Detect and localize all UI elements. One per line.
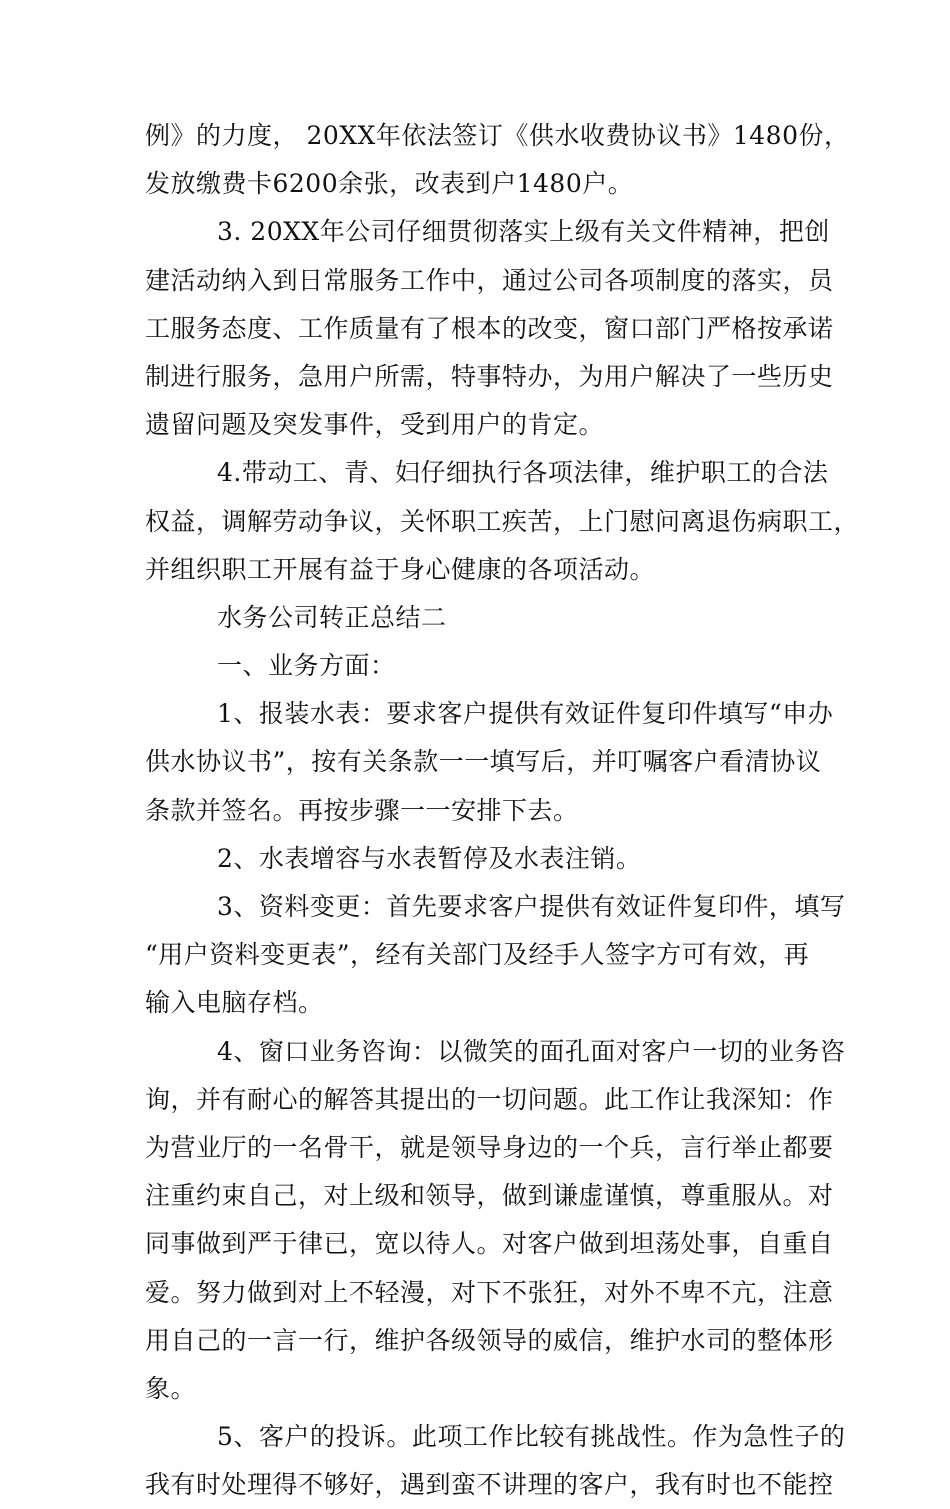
text-line: 4.带动工、青、妇仔细执行各项法律，维护职工的合法 bbox=[217, 458, 829, 488]
text-line: 象。 bbox=[145, 1373, 197, 1403]
text-line: 2、水表增容与水表暂停及水表注销。 bbox=[217, 843, 642, 873]
text-line: 遗留问题及突发事件，受到用户的肯定。 bbox=[145, 410, 605, 440]
text-line: 水务公司转正总结二 bbox=[217, 602, 447, 632]
text-line: 工服务态度、工作质量有了根本的改变，窗口部门严格按承诺 bbox=[145, 313, 834, 343]
text-line: 询，并有耐心的解答其提出的一切问题。此工作让我深知：作 bbox=[145, 1084, 834, 1114]
text-line: 条款并签名。再按步骤一一安排下去。 bbox=[145, 795, 579, 825]
text-line: 制进行服务，急用户所需，特事特办，为用户解决了一些历史 bbox=[145, 361, 834, 391]
text-line: 一、业务方面： bbox=[217, 651, 396, 681]
text-line: 3、资料变更：首先要求客户提供有效证件复印件，填写 bbox=[217, 892, 846, 921]
text-line: 同事做到严于律已，宽以待人。对客户做到坦荡处事，自重自 bbox=[145, 1229, 834, 1259]
text-line: 4、窗口业务咨询：以微笑的面孔面对客户一切的业务咨 bbox=[217, 1036, 846, 1066]
text-line: “用户资料变更表”，经有关部门及经手人签字方可有效，再 bbox=[145, 940, 810, 970]
text-line: 5、客户的投诉。此项工作比较有挑战性。作为急性子的 bbox=[217, 1422, 846, 1452]
text-line: 例》的力度， 20XX年依法签订《供水收费协议书》1480份， bbox=[145, 121, 850, 150]
text-line: 我有时处理得不够好，遇到蛮不讲理的客户，我有时也不能控 bbox=[145, 1470, 834, 1500]
text-line: 建活动纳入到日常服务工作中，通过公司各项制度的落实，员 bbox=[145, 265, 834, 295]
text-line: 爱。努力做到对上不轻漫，对下不张狂，对外不卑不亢，注意 bbox=[145, 1277, 834, 1307]
text-line: 1、报装水表：要求客户提供有效证件复印件填写“申办 bbox=[217, 699, 834, 729]
text-line: 3. 20XX年公司仔细贯彻落实上级有关文件精神，把创 bbox=[217, 217, 830, 247]
text-line: 权益，调解劳动争议，关怀职工疾苦，上门慰问离退伤病职工， bbox=[145, 506, 860, 536]
text-line: 输入电脑存档。 bbox=[145, 988, 324, 1018]
document-body bbox=[145, 112, 860, 1509]
text-line: 注重约束自己，对上级和领导，做到谦虚谨慎，尊重服从。对 bbox=[145, 1181, 834, 1211]
text-line: 用自己的一言一行，维护各级领导的威信，维护水司的整体形 bbox=[145, 1325, 834, 1355]
text-line: 并组织职工开展有益于身心健康的各项活动。 bbox=[145, 554, 656, 584]
text-line: 为营业厅的一名骨干，就是领导身边的一个兵，言行举止都要 bbox=[145, 1132, 834, 1162]
text-line: 供水协议书”，按有关条款一一填写后，并叮嘱客户看清协议 bbox=[145, 747, 822, 777]
text-line: 发放缴费卡6200余张，改表到户1480户。 bbox=[145, 169, 634, 199]
